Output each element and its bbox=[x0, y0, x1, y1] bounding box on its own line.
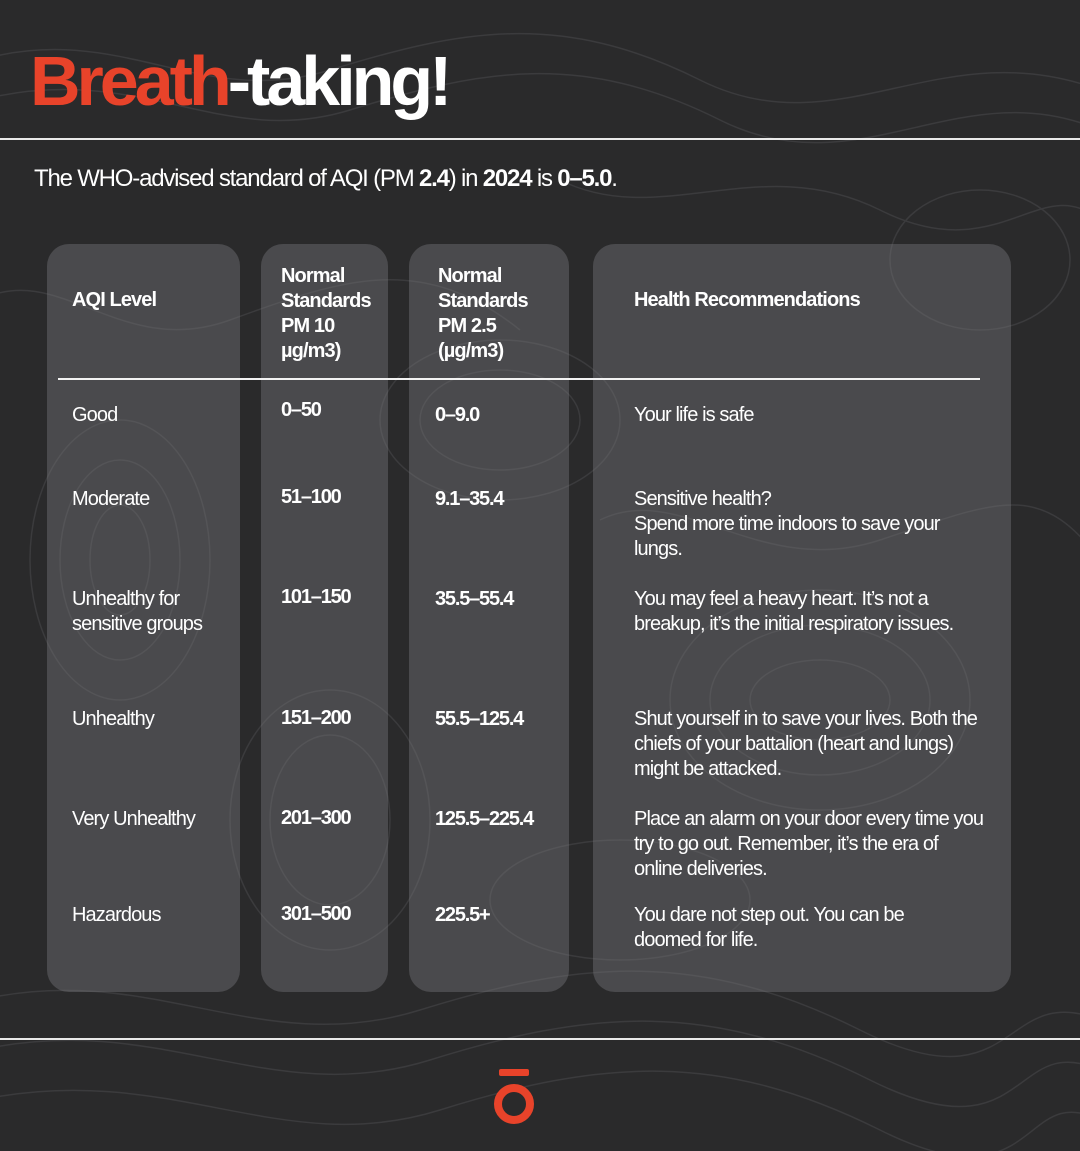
row-very-unhealthy-pm25: 125.5–225.4 bbox=[435, 808, 534, 830]
subtitle-year: 2024 bbox=[482, 165, 532, 192]
row-unhealthy-pm10: 151–200 bbox=[281, 707, 351, 729]
row-sensitive-level: Unhealthy for sensitive groups bbox=[72, 588, 203, 635]
title-rest: -taking! bbox=[227, 42, 449, 120]
row-good-health: Your life is safe bbox=[634, 404, 754, 426]
subtitle-is: is bbox=[536, 165, 552, 192]
row-sensitive-health: You may feel a heavy heart. It’s not a breakup, it’s the initial respiratory issues. bbox=[634, 588, 954, 635]
subtitle-range: 0–5.0 bbox=[557, 165, 612, 192]
row-unhealthy-level: Unhealthy bbox=[72, 708, 154, 730]
title-accent: Breath bbox=[30, 42, 228, 120]
row-moderate-level: Moderate bbox=[72, 488, 150, 510]
row-moderate-pm10: 51–100 bbox=[281, 486, 341, 508]
subtitle-end: . bbox=[611, 165, 617, 192]
row-unhealthy-health: Shut yourself in to save your lives. Both the chiefs of your battalion (heart and lungs) might be attacked. bbox=[634, 708, 978, 780]
subtitle-mid: ) in bbox=[448, 165, 478, 192]
row-sensitive-pm10: 101–150 bbox=[281, 586, 351, 608]
header-pm10: Normal Standards PM 10 µg/m3) bbox=[281, 265, 371, 362]
row-sensitive-pm25: 35.5–55.4 bbox=[435, 588, 514, 610]
top-divider bbox=[0, 138, 1080, 140]
header-aqi-level: AQI Level bbox=[72, 289, 157, 311]
row-hazardous-level: Hazardous bbox=[72, 904, 161, 926]
header-pm25: Normal Standards PM 2.5 (µg/m3) bbox=[438, 265, 528, 362]
row-moderate-pm25: 9.1–35.4 bbox=[435, 488, 504, 510]
row-good-pm10: 0–50 bbox=[281, 399, 321, 421]
row-very-unhealthy-health: Place an alarm on your door every time you try to go out. Remember, it’s the era of online deliveries. bbox=[634, 808, 984, 880]
brand-logo-icon bbox=[492, 1067, 536, 1125]
row-moderate-health: Sensitive health? Spend more time indoors to save your lungs. bbox=[634, 488, 940, 560]
row-hazardous-pm25: 225.5+ bbox=[435, 904, 490, 926]
row-hazardous-pm10: 301–500 bbox=[281, 903, 351, 925]
row-unhealthy-pm25: 55.5–125.4 bbox=[435, 708, 524, 730]
subtitle-prefix: The WHO-advised standard of AQI (PM bbox=[34, 165, 414, 192]
bottom-divider bbox=[0, 1038, 1080, 1040]
subtitle bbox=[34, 163, 617, 195]
row-good-level: Good bbox=[72, 404, 118, 426]
page-title bbox=[30, 36, 449, 126]
row-very-unhealthy-level: Very Unhealthy bbox=[72, 808, 196, 830]
subtitle-pm: 2.4 bbox=[418, 165, 449, 192]
header-health: Health Recommendations bbox=[634, 289, 860, 311]
header-divider bbox=[58, 378, 980, 380]
row-good-pm25: 0–9.0 bbox=[435, 404, 480, 426]
row-hazardous-health: You dare not step out. You can be doomed for life. bbox=[634, 904, 904, 951]
row-very-unhealthy-pm10: 201–300 bbox=[281, 807, 351, 829]
